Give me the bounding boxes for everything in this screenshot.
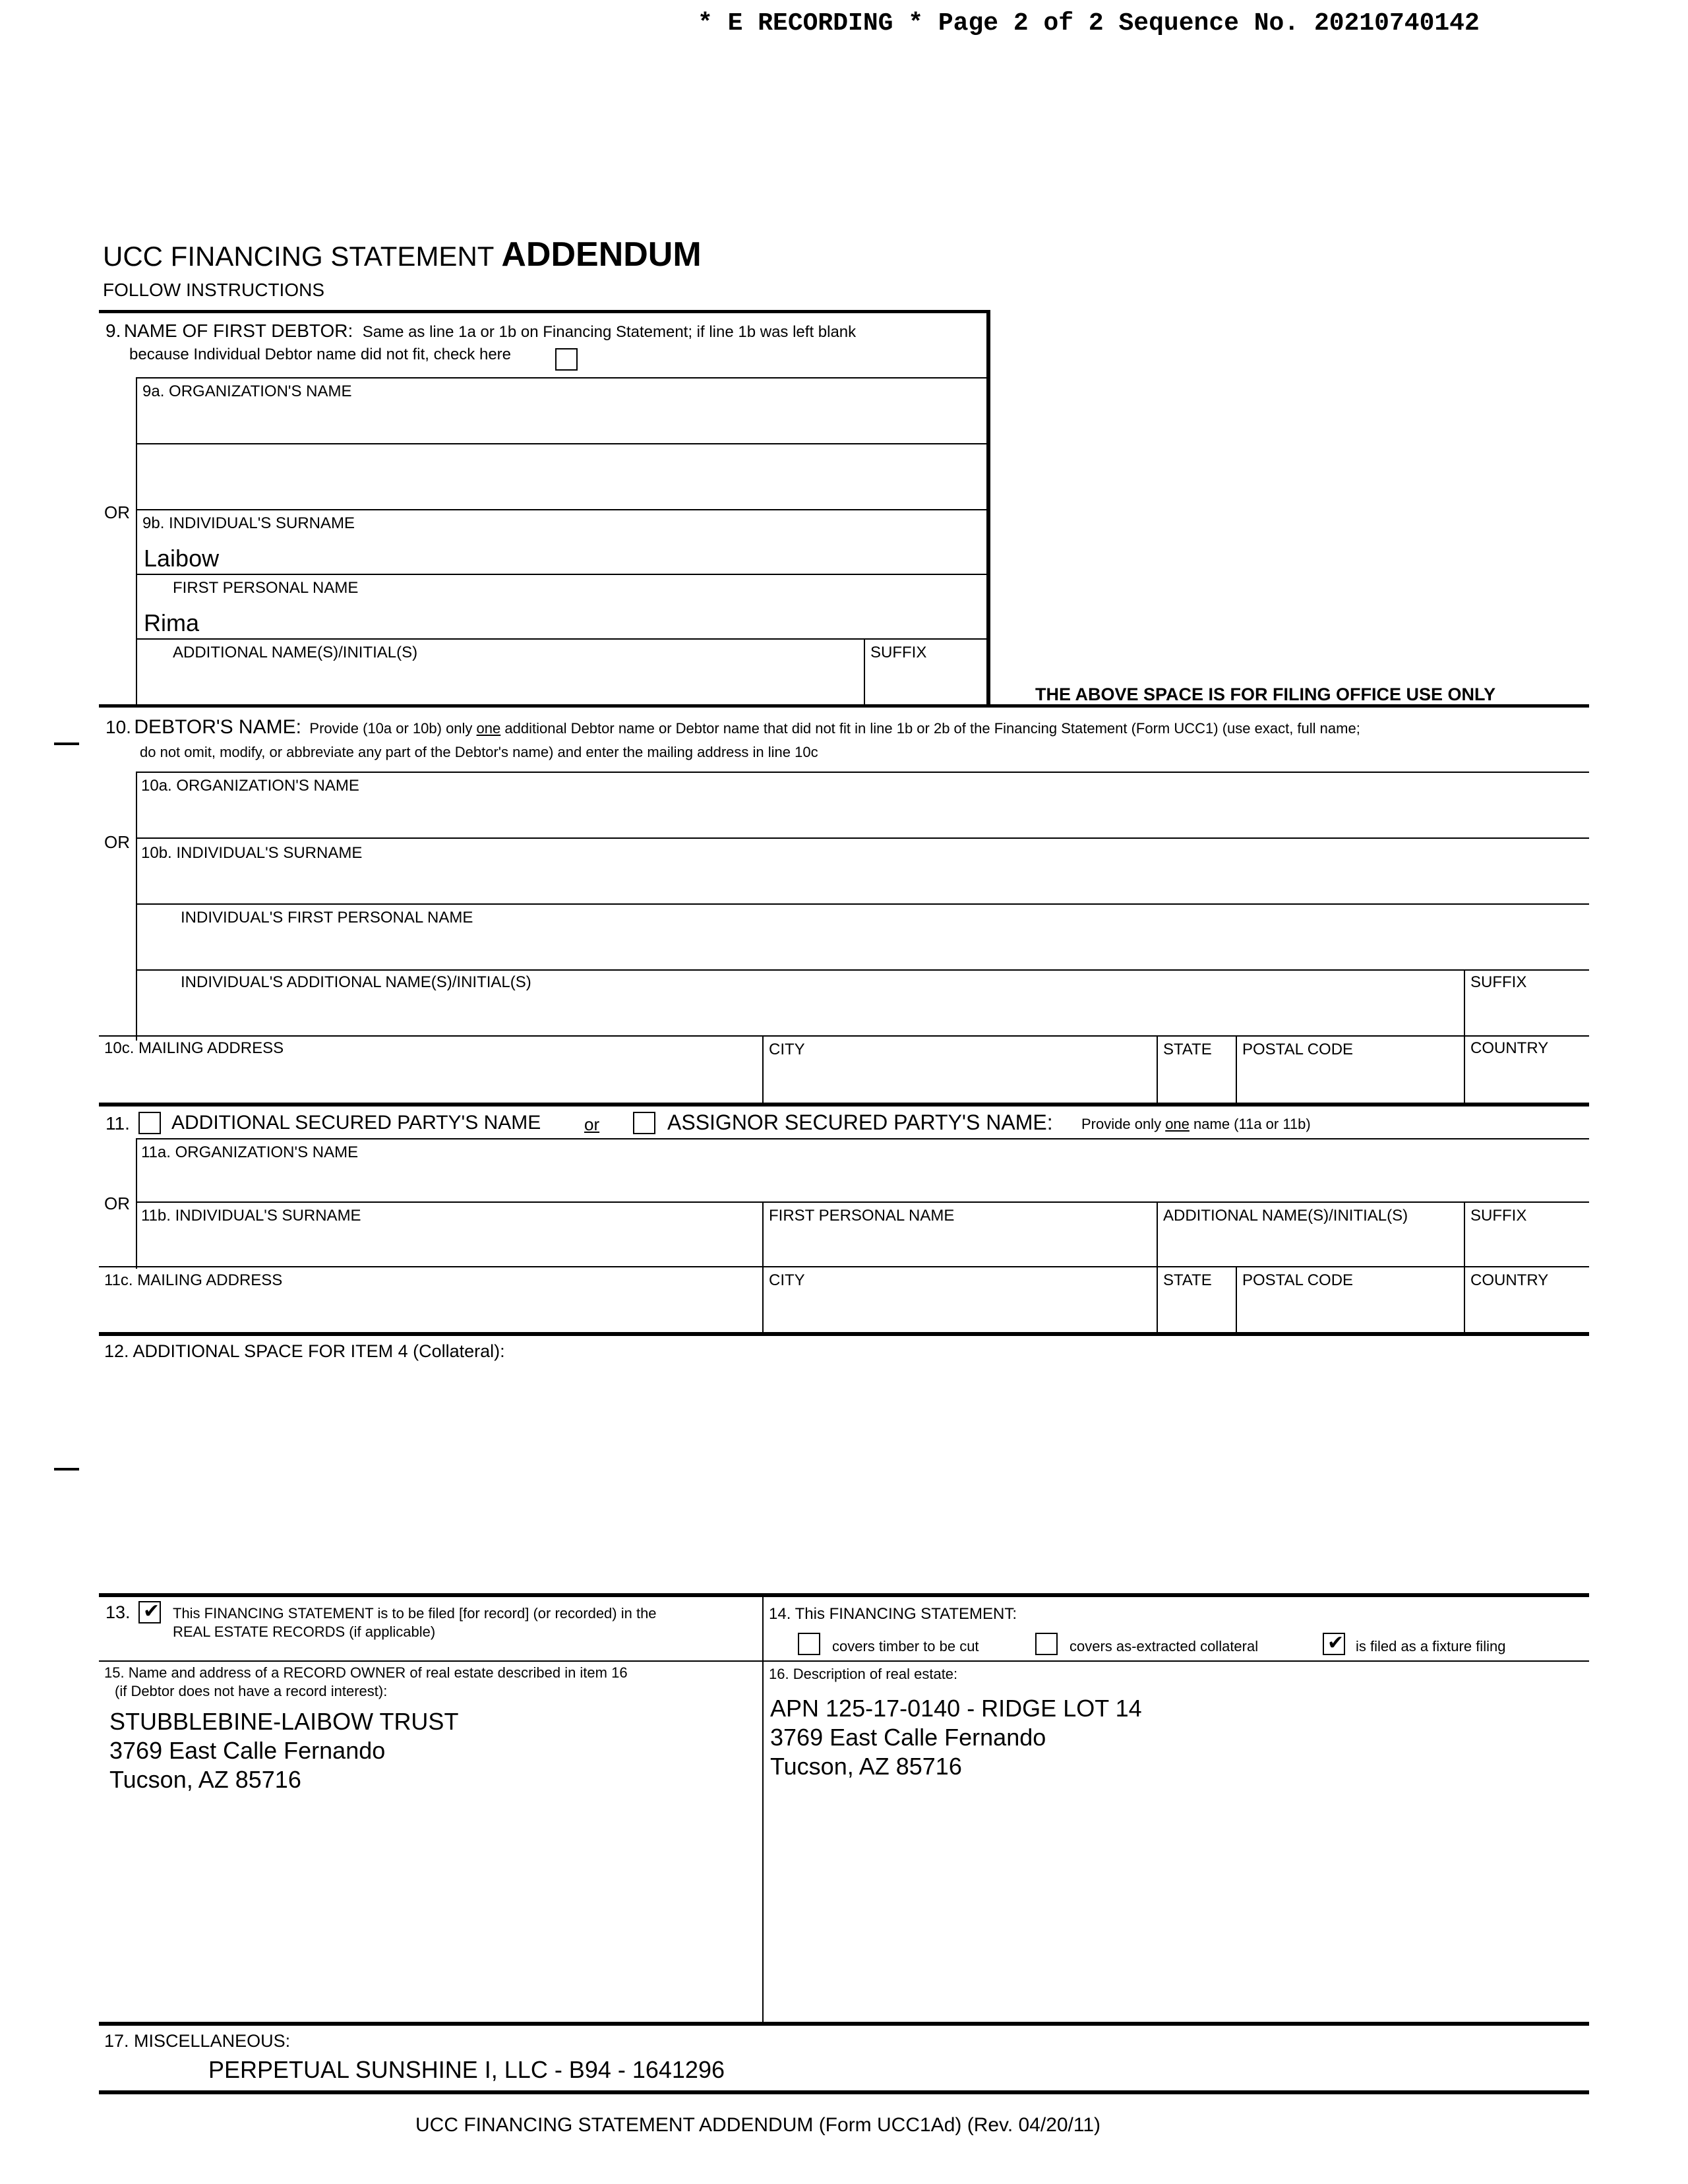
item10-left-border (136, 772, 137, 1041)
item17-bottom-border (99, 2090, 1589, 2094)
item9-left-border (136, 377, 137, 706)
item11-additional-label: ADDITIONAL SECURED PARTY'S NAME (171, 1112, 541, 1134)
item10-instruction-2: do not omit, modify, or abbreviate any part of the Debtor's name) and enter the mailing address in line 10c (140, 744, 818, 760)
item10-instr-b: additional Debtor name or Debtor name that did not fit in line 1b or 2b of the Financing Statement (Form UCC1) (use exact, full name; (500, 720, 1360, 737)
item9b-surname-value[interactable]: Laibow (144, 545, 220, 572)
item14-timber-checkbox[interactable] (798, 1633, 820, 1655)
item13-top-border (99, 1593, 1589, 1597)
item10-line-1 (136, 772, 1589, 773)
item11-postal-divider (1236, 1266, 1237, 1333)
item9-checkbox[interactable] (555, 348, 578, 371)
item9-title: NAME OF FIRST DEBTOR: (123, 320, 353, 341)
item14-timber-label: covers timber to be cut (832, 1638, 979, 1654)
item13-text-2: REAL ESTATE RECORDS (if applicable) (173, 1623, 436, 1640)
item10-number: 10. (106, 717, 131, 737)
item14-fixture-label: is filed as a fixture filing (1356, 1638, 1506, 1654)
item12-top-border (99, 1332, 1589, 1336)
item13-number: 13. (106, 1602, 131, 1622)
item11-assignor-checkbox[interactable] (633, 1112, 655, 1134)
form-title-addendum: ADDENDUM (501, 235, 702, 274)
item11-country-label: COUNTRY (1470, 1271, 1549, 1289)
item11-left-border (136, 1138, 137, 1269)
item11a-label: 11a. ORGANIZATION'S NAME (141, 1143, 359, 1161)
item10-top-border (99, 704, 1589, 708)
item9-line-1 (136, 377, 988, 379)
item9-line-3 (136, 509, 988, 510)
follow-instructions: FOLLOW INSTRUCTIONS (103, 280, 325, 300)
item15-owner-line-1[interactable]: STUBBLEBINE-LAIBOW TRUST (109, 1708, 459, 1735)
item10a-label: 10a. ORGANIZATION'S NAME (141, 777, 359, 795)
margin-mark-2 (54, 1468, 79, 1471)
item10-instr-a: Provide (10a or 10b) only (309, 720, 477, 737)
item10-instruction (309, 720, 1360, 737)
item10-additional-names-label: INDIVIDUAL'S ADDITIONAL NAME(S)/INITIAL(S) (181, 973, 531, 991)
item15-label-1: 15. Name and address of a RECORD OWNER of real estate described in item 16 (104, 1664, 628, 1681)
item10c-mailing-label: 10c. MAILING ADDRESS (104, 1039, 284, 1057)
item14-extracted-label: covers as-extracted collateral (1070, 1638, 1259, 1654)
item11-postal-label: POSTAL CODE (1242, 1271, 1354, 1289)
item10-postal-divider (1236, 1035, 1237, 1104)
item9-instruction-1: Same as line 1a or 1b on Financing Statement; if line 1b was left blank (362, 323, 857, 341)
filing-office-note: THE ABOVE SPACE IS FOR FILING OFFICE USE ONLY (1035, 684, 1496, 704)
item11-suffix-divider (1464, 1201, 1465, 1333)
item10-suffix-divider (1464, 969, 1465, 1105)
item9-or: OR (104, 502, 130, 522)
item11b-label: 11b. INDIVIDUAL'S SURNAME (141, 1207, 361, 1225)
item9a-label: 9a. ORGANIZATION'S NAME (142, 382, 352, 400)
item10-city-label: CITY (769, 1041, 805, 1058)
item9-line-4 (136, 574, 988, 575)
item11-instr-a: Provide only (1081, 1116, 1166, 1132)
item10-country-label: COUNTRY (1470, 1039, 1549, 1057)
item15-label-2: (if Debtor does not have a record interest): (115, 1683, 388, 1699)
item10-instr-one: one (476, 720, 501, 737)
item9-instruction-2: because Individual Debtor name did not fit, check here (129, 346, 512, 363)
item10b-label: 10b. INDIVIDUAL'S SURNAME (141, 844, 363, 862)
item10-line-4 (136, 969, 1589, 971)
item9-line-5 (136, 638, 988, 640)
item13-text-1: This FINANCING STATEMENT is to be filed [for record] (or recorded) in the (173, 1605, 657, 1622)
item11-city-label: CITY (769, 1271, 805, 1289)
item9-number: 9. (106, 320, 121, 341)
item10-line-3 (136, 903, 1589, 905)
item11-line-2 (136, 1201, 1589, 1203)
recording-header: * E RECORDING * Page 2 of 2 Sequence No. 20210740142 (698, 9, 1480, 38)
item9-line-2 (136, 443, 988, 444)
item11-first-divider (762, 1201, 764, 1333)
item11-additional-divider (1157, 1201, 1158, 1333)
item11-or-word-text: or (584, 1114, 600, 1134)
item9-first-name-value[interactable]: Rima (144, 609, 200, 636)
item10-city-divider (762, 1035, 764, 1104)
form-title (103, 235, 702, 274)
item17-label: 17. MISCELLANEOUS: (104, 2031, 291, 2051)
item16-description-line-1[interactable]: APN 125-17-0140 - RIDGE LOT 14 (770, 1695, 1142, 1722)
item9-right-border (986, 310, 990, 706)
item11-additional-checkbox[interactable] (138, 1112, 161, 1134)
item11-top-border (99, 1103, 1589, 1107)
item9-suffix-label: SUFFIX (870, 644, 927, 661)
item11-instruction (1081, 1116, 1311, 1133)
item11-instr-b: name (11a or 11b) (1189, 1116, 1311, 1132)
item17-top-border (99, 2022, 1589, 2026)
item10-postal-label: POSTAL CODE (1242, 1041, 1354, 1058)
item11c-mailing-label: 11c. MAILING ADDRESS (104, 1271, 283, 1289)
item15-top-border (99, 1660, 1589, 1662)
item14-fixture-checkbox[interactable] (1323, 1633, 1345, 1655)
item15-owner-line-3[interactable]: Tucson, AZ 85716 (109, 1766, 301, 1793)
item14-label: 14. This FINANCING STATEMENT: (769, 1605, 1017, 1623)
item15-owner-line-2[interactable]: 3769 East Calle Fernando (109, 1737, 386, 1764)
item11-line-3 (99, 1266, 1589, 1267)
form-title-main: UCC FINANCING STATEMENT (103, 241, 502, 272)
item12-label: 12. ADDITIONAL SPACE FOR ITEM 4 (Collateral): (104, 1341, 505, 1361)
item10-line-2 (136, 837, 1589, 839)
item14-extracted-checkbox[interactable] (1035, 1633, 1058, 1655)
margin-mark-1 (54, 743, 79, 745)
item10-title: DEBTOR'S NAME: (134, 716, 301, 738)
item10-state-divider (1157, 1035, 1158, 1104)
item10-state-label: STATE (1163, 1041, 1212, 1058)
item11-or-word (584, 1114, 599, 1135)
item11-first-name-label: FIRST PERSONAL NAME (769, 1207, 955, 1225)
item11-assignor-label: ASSIGNOR SECURED PARTY'S NAME: (667, 1110, 1053, 1134)
item11-or: OR (104, 1194, 130, 1213)
item9-first-name-label: FIRST PERSONAL NAME (173, 579, 359, 597)
item11-line-1 (136, 1138, 1589, 1139)
item11-number: 11. (106, 1113, 130, 1134)
item9-heading (106, 320, 856, 342)
item17-value[interactable]: PERPETUAL SUNSHINE I, LLC - B94 - 1641296 (208, 2056, 725, 2083)
item10-line-5 (99, 1035, 1589, 1037)
item11-additional-names-label: ADDITIONAL NAME(S)/INITIAL(S) (1163, 1207, 1408, 1225)
item11-suffix-label: SUFFIX (1470, 1207, 1527, 1225)
item16-description-line-3[interactable]: Tucson, AZ 85716 (770, 1753, 962, 1780)
item10-first-name-label: INDIVIDUAL'S FIRST PERSONAL NAME (181, 909, 473, 926)
item9b-label: 9b. INDIVIDUAL'S SURNAME (142, 514, 355, 532)
item9-suffix-divider (864, 638, 865, 706)
item16-label: 16. Description of real estate: (769, 1666, 958, 1682)
item11-state-label: STATE (1163, 1271, 1212, 1289)
form-footer: UCC FINANCING STATEMENT ADDENDUM (Form UCC1Ad) (Rev. 04/20/11) (415, 2114, 1101, 2136)
item11-instr-one: one (1165, 1116, 1190, 1132)
item10-suffix-label: SUFFIX (1470, 973, 1527, 991)
item9-top-border (99, 310, 990, 313)
item10-or: OR (104, 832, 130, 852)
item13-checkbox[interactable] (138, 1601, 161, 1623)
item9-additional-names-label: ADDITIONAL NAME(S)/INITIAL(S) (173, 644, 418, 661)
item10-heading (106, 716, 1360, 739)
item16-description-line-2[interactable]: 3769 East Calle Fernando (770, 1724, 1046, 1751)
